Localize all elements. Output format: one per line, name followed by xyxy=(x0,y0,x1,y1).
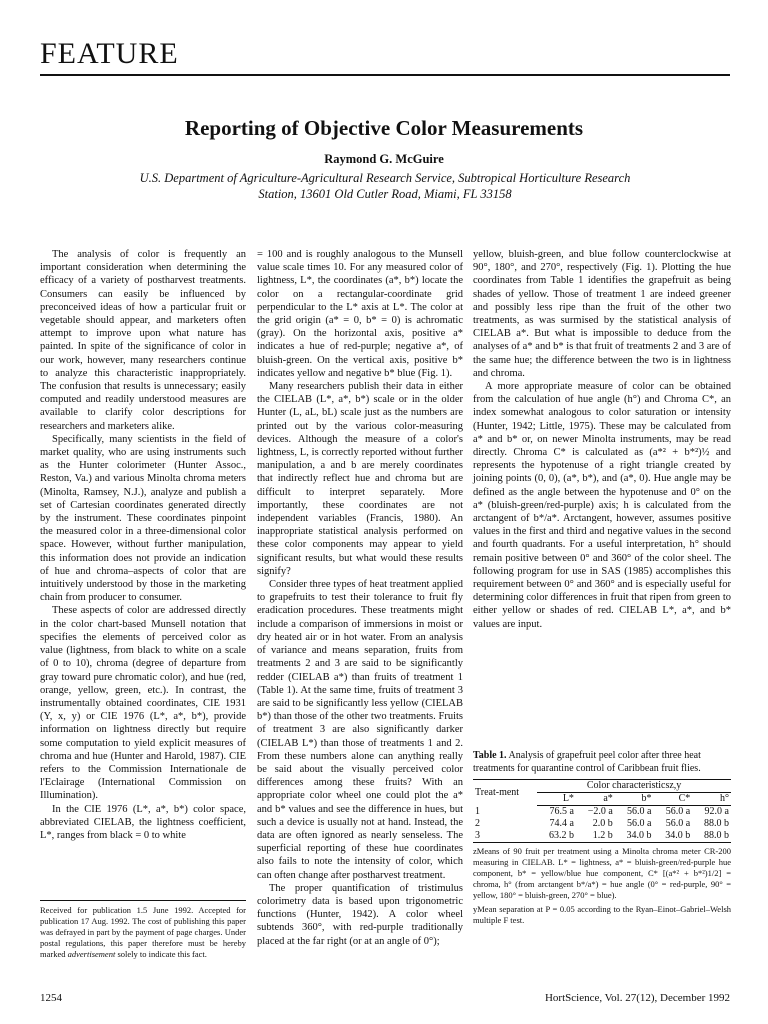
paragraph: The analysis of color is frequently an important consideration when determining the efficacy of a variety of postharvest treatments. Consumers can easily be influenced by preconceived ideas of how a particular fruit or vegetable should appear, and marketers often attempt to improve upon what nature has painted. In spite of the significance of color in our work, however, many researchers continue to analyze this characteristic inappropriately. The confusion that results is unnecessary; easily computed and readily understood measures are available to clarify color descriptions for researchers and marketers alike. xyxy=(40,249,246,432)
table-label: Table 1. xyxy=(473,750,507,761)
body-column-3 xyxy=(473,248,731,631)
footnote-tail: solely to indicate this fact. xyxy=(115,949,207,959)
table-cell: 1.2 b xyxy=(576,830,615,843)
table-row xyxy=(473,806,731,819)
table-note-y: yMean separation at P = 0.05 according to the Ryan–Einot–Gabriel–Welsh multiple F test. xyxy=(473,904,731,925)
table-row xyxy=(473,818,731,830)
body-column-1 xyxy=(40,248,246,842)
paragraph: Many researchers publish their data in either the CIELAB (L*, a*, b*) scale or in the older Hunter (L, aL, bL) scale just as the numbers are printed out by the various color-measuring devices. Although the measure of a color's lightness, L, is correctly reported without further manipulation, a and b are merely coordinates that indirectly reflect hue and chroma but are difficult to interpret separately. More importantly, these coordinates are not independent variables (Francis, 1980). An inappropriate statistical analysis performed on these color components may appear to yield significant results, but what would these results signify? xyxy=(257,381,463,577)
table-cell: 56.0 a xyxy=(627,818,652,829)
table-cell: 88.0 b xyxy=(692,830,731,843)
table-cell: 92.0 a xyxy=(704,806,729,817)
table-cell: 74.4 a xyxy=(549,818,574,829)
paragraph: These aspects of color are addressed directly in the color chart-based Munsell notation that specifies the elements of perceived color as value (lightness, from black to white on a scale of 0 to 10), chroma (degree of departure from gray toward pure chromatic color), and hue (red, orange, yellow, green, etc.). In contrast, the instrumentally obtained coordinates, CIE 1931 (Y, x, y) or CIE 1976 (L*, a*, b*), provide information on lightness directly but require some computation to yield explicit measures of chroma and hue (Hunter and Harold, 1987). CIE refers to the Commission Internationale de l'Eclairage (International Commission on Illumination). xyxy=(40,605,246,802)
table-cell: 56.0 a xyxy=(627,806,652,817)
table-1 xyxy=(473,750,731,926)
table-cell: 3 xyxy=(473,830,537,843)
table-group-header: Color characteristicsz,y xyxy=(537,780,731,793)
table-cell: 63.2 b xyxy=(537,830,576,843)
footnote-text: Received for publication 1.5 June 1992. Accepted for publication 17 Aug. 1992. The cost of publishing this paper was defrayed in part by the payment of page charges. Under postal regulations, this paper therefore must be hereby marked xyxy=(40,905,246,959)
body-column-2 xyxy=(257,248,463,948)
table-caption-text: Analysis of grapefruit peel color after three heat treatments for quarantine control of Caribbean fruit flies. xyxy=(473,750,701,774)
table-header: a* xyxy=(576,793,615,806)
section-label: FEATURE xyxy=(40,37,179,70)
table-caption xyxy=(473,750,731,775)
paragraph: = 100 and is roughly analogous to the Munsell value scale times 10. For any measured color of lightness, L*, the coordinates (a*, b*) locate the color on a rectangular-coordinate grid perpendicular to the L* axis at L*. The color at the grid origin (a* = 0, b* = 0) is achromatic (gray). On the horizontal axis, positive a* indicates a hue of red-purple; negative a*, of bluish-green. On the vertical axis, positive b* indicates yellow and negative b* blue (Fig. 1). xyxy=(257,249,463,379)
color-table xyxy=(473,779,731,843)
table-cell: 2 xyxy=(475,818,480,829)
author-affiliation: U.S. Department of Agriculture-Agricultural Research Service, Subtropical Horticulture Research Station, 13601 Old Cutler Road, Miami, FL 33158 xyxy=(139,171,631,201)
page-number: 1254 xyxy=(40,992,62,1004)
table-header-treatment: Treat-ment xyxy=(473,780,537,806)
paragraph: Specifically, many scientists in the field of market quality, who are using instruments such as the Hunter colorimeter (Hunter Assoc., Reston, Va.) and various Minolta chroma meters (Minolta, Ramsey, N.J.), analyze and publish a set of Cartesian coordinates generated directly by the instrument. These coordinates pinpoint the measured color in a three-dimensional color space. However, without further manipulation, this information does not provide an indication of hue and chroma–aspects of color that are intuitively understood by those in the marketing chain from producer to consumer. xyxy=(40,433,246,604)
paragraph: A more appropriate measure of color can be obtained from the calculation of hue angle (h°) and Chroma C*, an index somewhat analogous to color saturation or intensity (Hunter, 1942; Little, 1975). These may be calculated from a* and b* or, on newer Minolta instruments, may be read directly. Chroma C* is calculated as (a*² + b*²)½ and represents the hypotenuse of a right triangle created by joining points (0, 0), (a*, b*), and (a*, 0). Hue angle may be defined as the angle between the hypotenuse and 0° on the a* (bluish-green/red-purple) axis; h is calculated from the arctangent of b*/a*. Arctangent, however, assumes positive values in the first and third and negative values in the second and fourth quadrants. For a useful interpretation, h° should remain positive between 0° and 360° of the color sheel. The following program for use in SAS (1985) accomplishes this requirement between 0° and 360° and is especially useful for determining color differences in fruit that ripen from green to either yellow or shades of red. CIELAB L*, a*, and b* values are input. xyxy=(473,381,731,630)
table-row xyxy=(473,830,731,843)
received-footnote xyxy=(40,900,246,960)
table-cell: 34.0 b xyxy=(654,830,693,843)
section-header xyxy=(40,38,730,76)
footnote-emphasis: advertisement xyxy=(67,949,116,959)
article-title: Reporting of Objective Color Measurements xyxy=(184,116,584,140)
author-name: Raymond G. McGuire xyxy=(324,152,444,166)
table-note-z: zMeans of 90 fruit per treatment using a Minolta chroma meter CR-200 measuring in CIELAB. L* = lightness, a* = bluish-green/red-purple hue component, b* = yellow/blue hue component, C* [(a*² + b*²)1/2] = chroma, h° (from arctangent b*/a*) = hue angle (0° = red-purple, 90° = yellow, 180° = bluish-green, 270° = blue). xyxy=(473,846,731,900)
table-cell: −2.0 a xyxy=(587,806,613,817)
table-cell: 56.0 a xyxy=(665,818,691,829)
table-cell: 1 xyxy=(475,805,480,817)
paragraph: yellow, bluish-green, and blue follow counterclockwise at 90°, 180°, and 270°, respectively (Fig. 1). Plotting the hue coordinates from Table 1 identifies the grapefruit as being shades of yellow. Those of treatment 1 are indeed greener and possibly less ripe than the fruit of the other two treatments, as was surmised by the statistical analysis of CIELAB a*. But what is impossible to deduce from the analyses of a* and b* is that fruit of treatments 2 and 3 are of the same hue; the difference between the two is in lightness and chroma. xyxy=(473,249,731,379)
paragraph: The proper quantification of tristimulus colorimetry data is based upon trigonometric functions (Hunter, 1942). A color wheel subtends 360°, with red-purple traditionally placed at the far right (or at an angle of 0°); xyxy=(257,882,463,947)
table-header: b* xyxy=(615,793,654,806)
table-header: L* xyxy=(537,793,576,806)
table-cell: 34.0 b xyxy=(615,830,654,843)
table-header: C* xyxy=(654,793,693,806)
paragraph: In the CIE 1976 (L*, a*, b*) color space, abbreviated CIELAB, the lightness coefficient, L*, ranges from black = 0 to white xyxy=(40,803,246,841)
paragraph: Consider three types of heat treatment applied to grapefruits to test their tolerance to fruit fly eradication procedures. These treatments might include a comparison of immersions in moist or dry heated air or in hot water. From an analysis of variance and means separation, fruits from treatments 2 and 3 are said to be significantly redder (CIELAB a*) than fruits of treatment 1 (Table 1). At the same time, fruits of treatment 3 are said to be significantly less yellow (CIELAB b*) than those of the other two treatments. Fruits of treatment 3 are also significantly darker (CIELAB L*) than those of treatments 1 and 2. From these numbers alone can anything really be said about the visually perceived color differences among these fruits? With an appropriate color wheel one could plot the a* and b* values and see the difference in hues, but such a device is usually not at hand. Instead, the data are often ignored as nearly senseless. The superficial reporting of these hue coordinates also fails to note the intensity of color, which can often change after postharvest treatment. xyxy=(257,579,463,881)
table-cell: 56.0 a xyxy=(665,806,691,817)
table-header: h° xyxy=(692,793,731,806)
journal-citation: HortScience, Vol. 27(12), December 1992 xyxy=(544,992,730,1004)
table-cell: 2.0 b xyxy=(592,818,613,829)
table-cell: 76.5 a xyxy=(549,806,574,817)
table-cell: 88.0 b xyxy=(704,818,729,829)
header-rule xyxy=(40,74,730,76)
